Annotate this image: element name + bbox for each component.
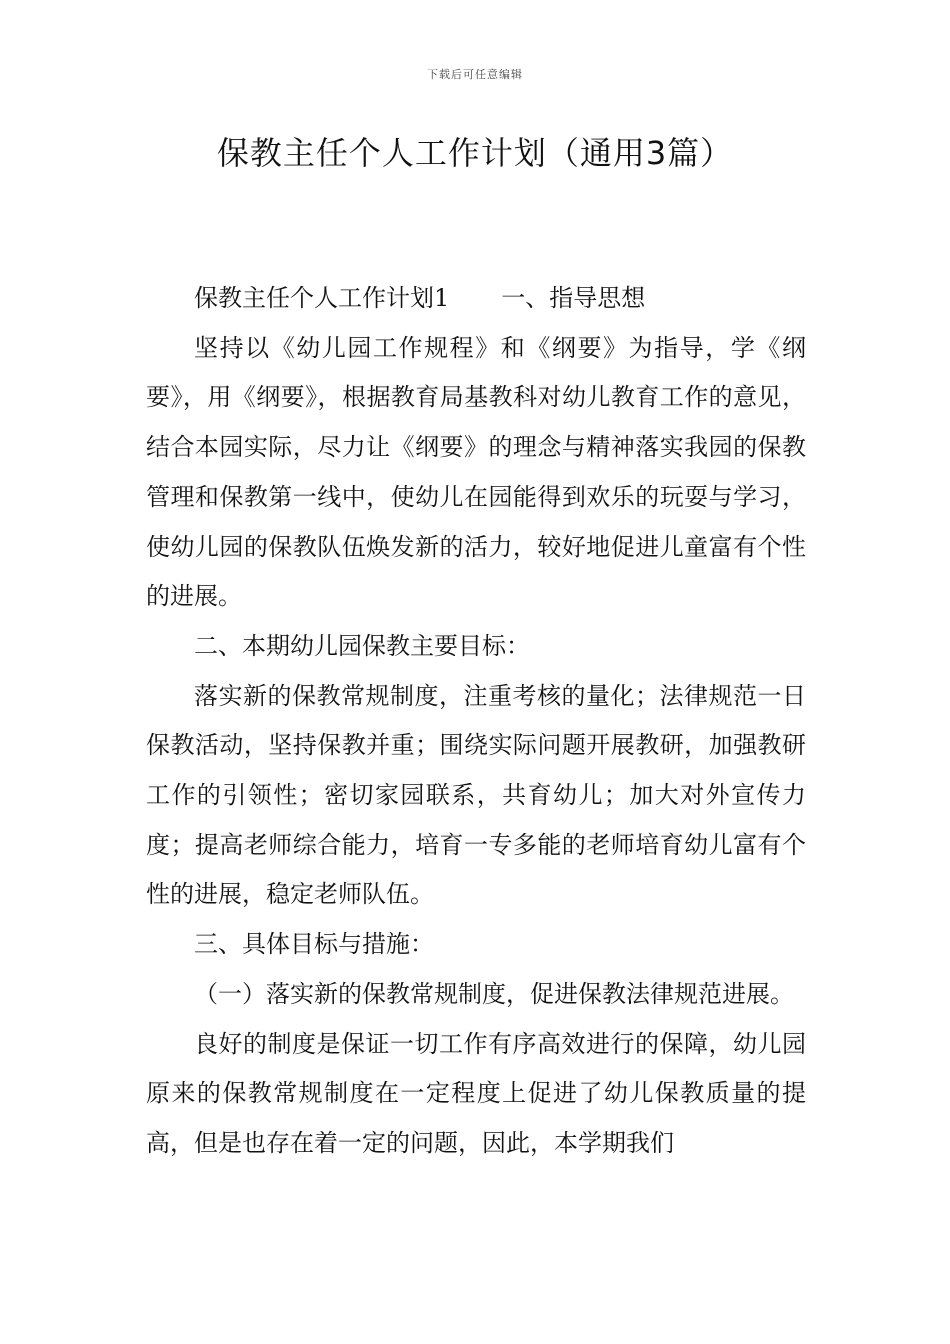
paragraph-guiding-idea: 坚持以《幼儿园工作规程》和《纲要》为指导，学《纲要》，用《纲要》，根据教育局基教科对幼儿教育工作的意见，结合本园实际，尽力让《纲要》的理念与精神落实我园的保教管理和保教第一线中，使幼儿在园能得到欢乐的玩耍与学习，使幼儿园的保教队伍焕发新的活力，较好地促进儿童富有个性的进展。 [146,333,806,611]
section-heading-line [146,274,806,324]
subheading-specific-goals: 三、具体目标与措施： [194,930,434,959]
subheading-main-goals: 二、本期幼儿园保教主要目标： [194,631,530,660]
paragraph-system: 良好的制度是保证一切工作有序高效进行的保障，幼儿园原来的保教常规制度在一定程度上促进了幼儿保教质量的提高，但是也存在着一定的问题，因此，本学期我们 [146,1029,806,1157]
subheading-item-one: （一）落实新的保教常规制度，促进保教法律规范进展。 [194,979,794,1008]
section-heading: 保教主任个人工作计划1 [194,284,450,312]
document-body [146,274,806,1169]
header-note: 下载后可任意编辑 [427,68,523,81]
document-title: 保教主任个人工作计划（通用3篇） [216,134,734,172]
first-subheading: 一、指导思想 [501,284,646,312]
paragraph-main-goals: 落实新的保教常规制度，注重考核的量化；法律规范一日保教活动，坚持保教并重；围绕实际问题开展教研，加强教研工作的引领性；密切家园联系，共育幼儿；加大对外宣传力度；提高老师综合能力，培育一专多能的老师培育幼儿富有个性的进展，稳定老师队伍。 [146,681,806,909]
